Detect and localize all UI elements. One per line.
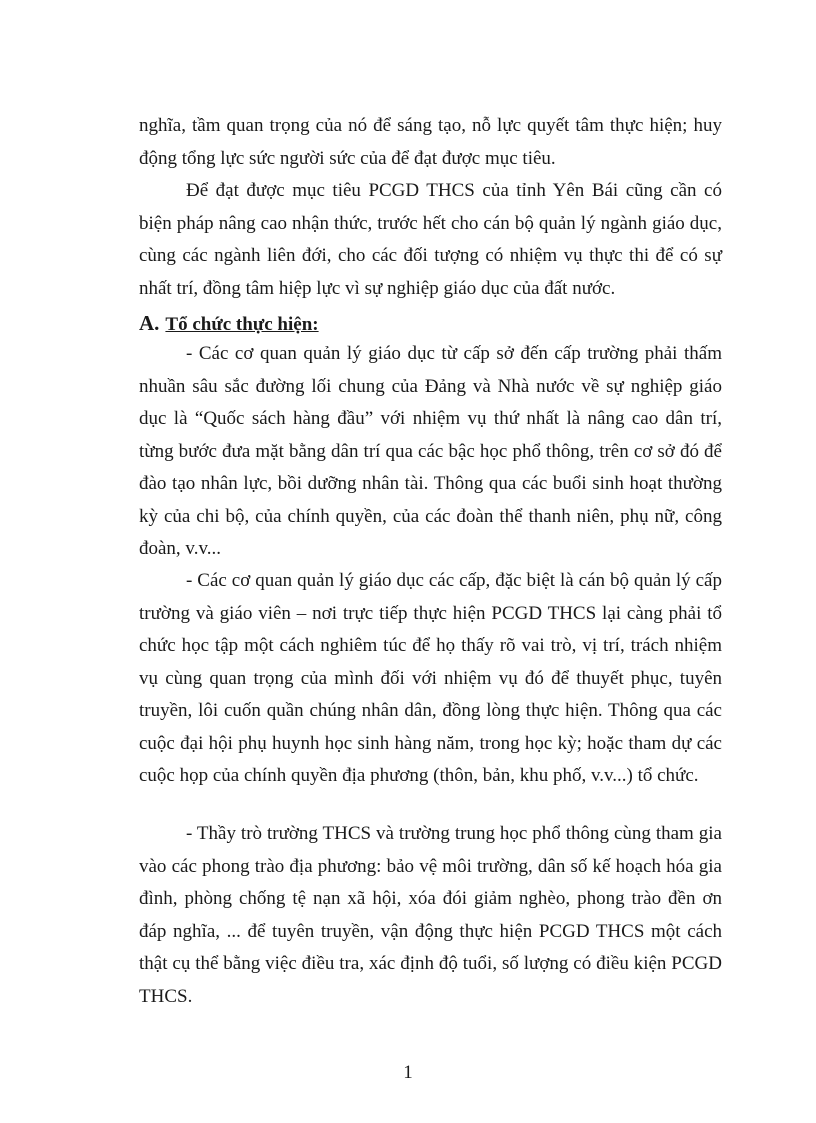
section-heading [139, 310, 319, 338]
page-number: 1 [403, 1062, 413, 1083]
section-heading-title: Tổ chức thực hiện: [165, 314, 319, 335]
paragraph-bullet-school-level: - Các cơ quan quản lý giáo dục các cấp, đặc biệt là cán bộ quản lý cấp trường và giáo viên – nơi trực tiếp thực hiện PCGD THCS lại càng phải tổ chức học tập một cách nghiêm túc để họ thấy rõ vai trò, vị trí, trách nhiệm vụ cùng quan trọng của mình đối với nhiệm vụ đó để thuyết phục, tuyên truyền, lôi cuốn quần chúng nhân dân, đồng lòng thực hiện. Thông qua các cuộc đại hội phụ huynh học sinh hàng năm, trong học kỳ; hoặc tham dự các cuộc họp của chính quyền địa phương (thôn, bản, khu phố, v.v...) tổ chức. [139, 570, 722, 786]
paragraph-bullet-management: - Các cơ quan quản lý giáo dục từ cấp sở đến cấp trường phải thấm nhuần sâu sắc đường lối chung của Đảng và Nhà nước về sự nghiệp giáo dục là “Quốc sách hàng đầu” với nhiệm vụ thứ nhất là nâng cao dân trí, từng bước đưa mặt bằng dân trí qua các bậc học phổ thông, trên cơ sở đó để đào tạo nhân lực, bồi dưỡng nhân tài. Thông qua các buổi sinh hoạt thường kỳ của chi bộ, của chính quyền, của các đoàn thể thanh niên, phụ nữ, công đoàn, v.v... [139, 343, 722, 559]
paragraph-continuation: nghĩa, tầm quan trọng của nó để sáng tạo, nỗ lực quyết tâm thực hiện; huy động tổng lực sức người sức của để đạt được mục tiêu. [139, 115, 722, 169]
paragraph-bullet-teachers-students: - Thầy trò trường THCS và trường trung học phổ thông cùng tham gia vào các phong trào địa phương: bảo vệ môi trường, dân số kế hoạch hóa gia đình, phòng chống tệ nạn xã hội, xóa đói giảm nghèo, phong trào đền ơn đáp nghĩa, ... để tuyên truyền, vận động thực hiện PCGD THCS một cách thật cụ thể bằng việc điều tra, xác định độ tuổi, số lượng có điều kiện PCGD THCS. [139, 823, 722, 1007]
section-heading-letter: A. [139, 311, 160, 335]
paragraph-objective: Để đạt được mục tiêu PCGD THCS của tỉnh Yên Bái cũng cần có biện pháp nâng cao nhận thức, trước hết cho cán bộ quản lý ngành giáo dục, cùng các ngành liên đới, cho các đối tượng có nhiệm vụ thực thi để có sự nhất trí, đồng tâm hiệp lực vì sự nghiệp giáo dục của đất nước. [139, 180, 722, 299]
